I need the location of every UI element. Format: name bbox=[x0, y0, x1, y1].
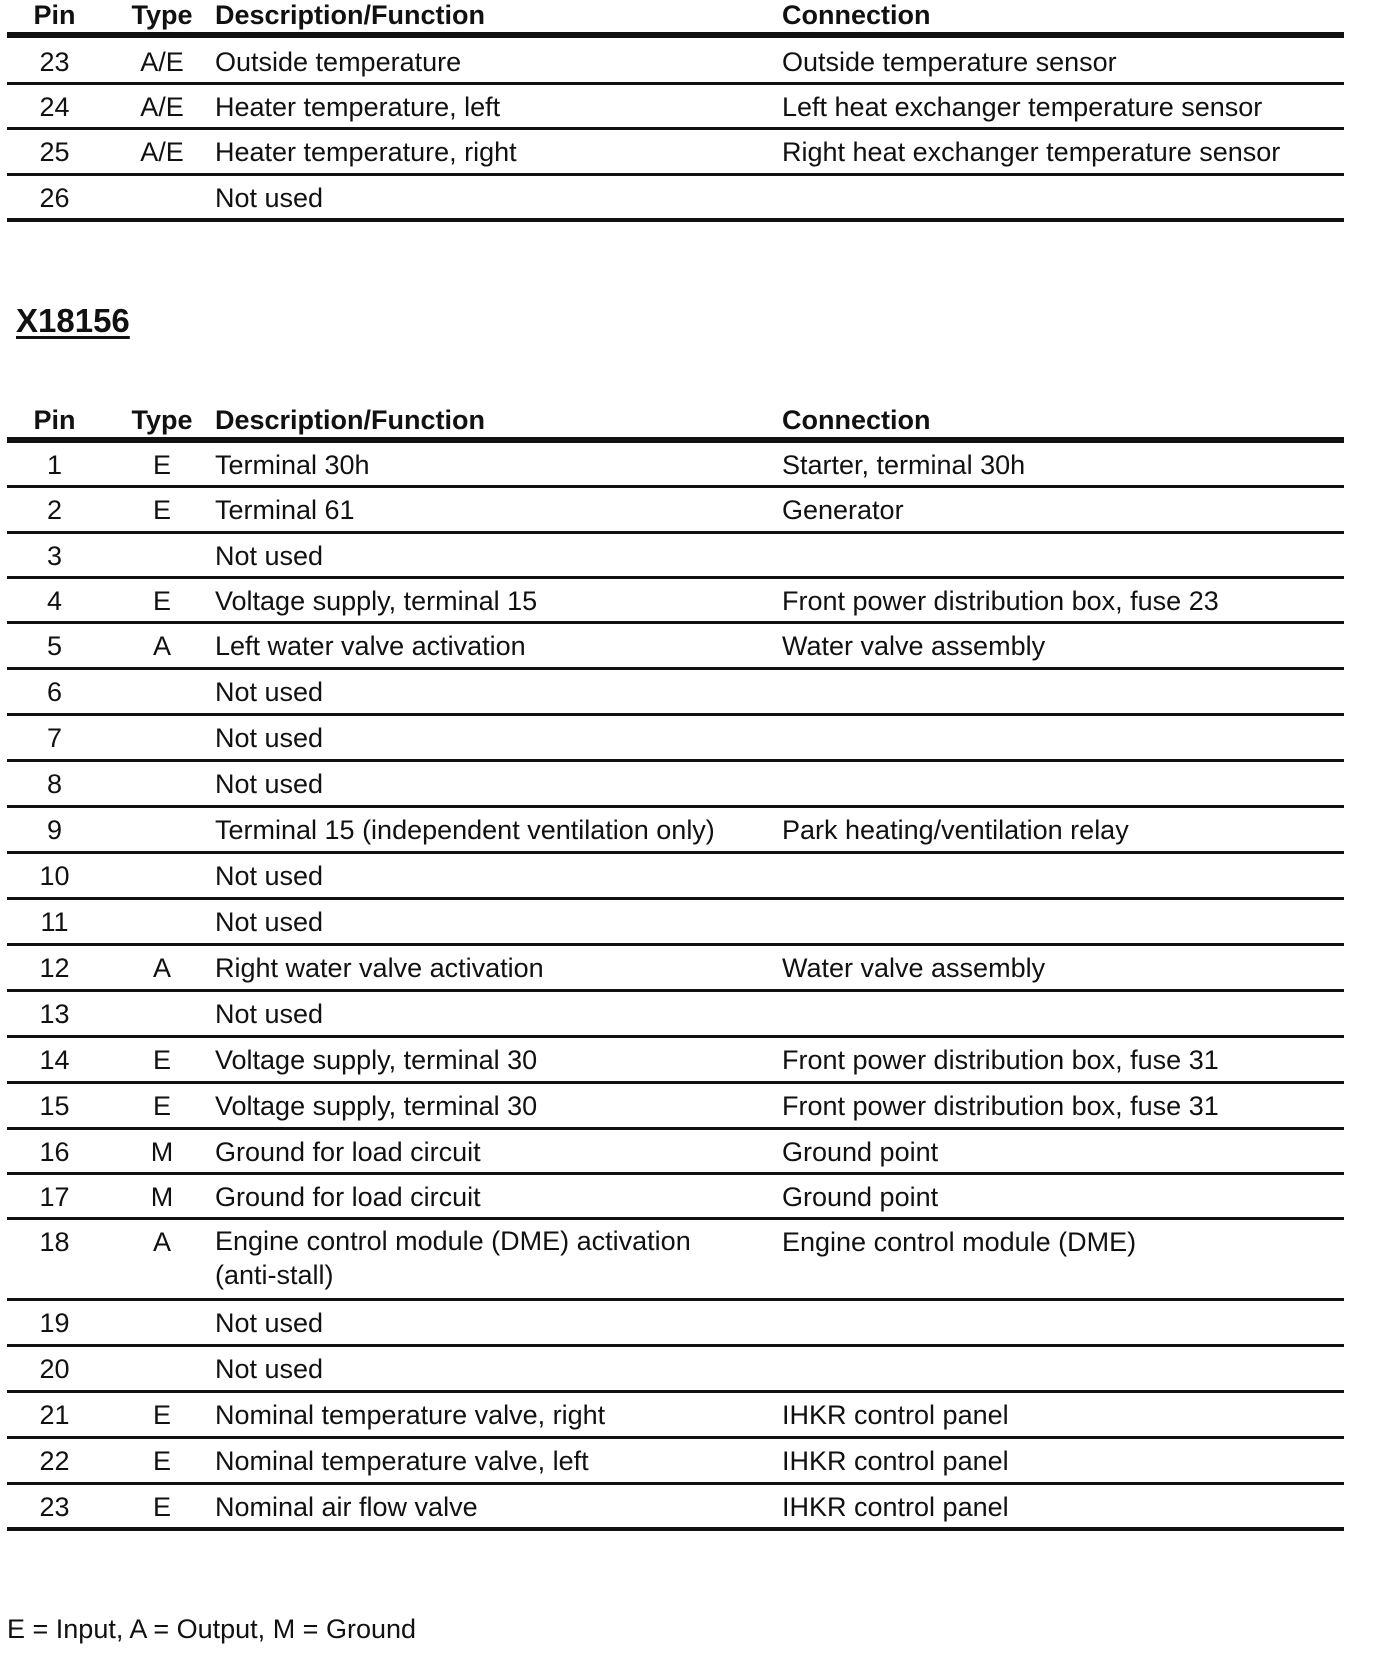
table-row bbox=[7, 1220, 1344, 1301]
connection-cell: Starter, terminal 30h bbox=[782, 450, 1026, 480]
table-row bbox=[7, 1485, 1344, 1531]
table-row bbox=[7, 1175, 1344, 1220]
description-cell: Voltage supply, terminal 30 bbox=[215, 1045, 538, 1075]
header-type: Type bbox=[131, 0, 193, 30]
type-cell: M bbox=[150, 1182, 174, 1212]
table-row bbox=[7, 624, 1344, 670]
header-pin: Pin bbox=[33, 405, 76, 435]
table-row bbox=[7, 900, 1344, 946]
type-cell: M bbox=[150, 1137, 174, 1167]
description-cell: Nominal temperature valve, right bbox=[215, 1400, 606, 1430]
connection-cell: Left heat exchanger temperature sensor bbox=[782, 92, 1263, 122]
table-header bbox=[7, 0, 1344, 38]
table-row bbox=[7, 670, 1344, 716]
connection-cell: Front power distribution box, fuse 23 bbox=[782, 586, 1219, 616]
pin-cell: 9 bbox=[46, 815, 63, 845]
table-row bbox=[7, 488, 1344, 534]
connection-cell: Water valve assembly bbox=[782, 953, 1046, 983]
pin-cell: 5 bbox=[46, 631, 63, 661]
table-row bbox=[7, 946, 1344, 992]
table-row bbox=[7, 85, 1344, 130]
connection-cell: IHKR control panel bbox=[782, 1492, 1009, 1522]
type-cell: A bbox=[152, 631, 171, 661]
description-cell: Nominal temperature valve, left bbox=[215, 1446, 589, 1476]
pin-cell: 26 bbox=[39, 183, 70, 213]
pin-cell: 16 bbox=[39, 1137, 70, 1167]
type-cell: A/E bbox=[140, 137, 184, 167]
pin-cell: 12 bbox=[39, 953, 70, 983]
description-cell: Ground for load circuit bbox=[215, 1182, 481, 1212]
pin-cell: 15 bbox=[39, 1091, 70, 1121]
table-header bbox=[7, 405, 1344, 443]
description-cell: Right water valve activation bbox=[215, 953, 544, 983]
table-row bbox=[7, 1301, 1344, 1347]
description-cell: Not used bbox=[215, 1308, 324, 1338]
connection-cell: IHKR control panel bbox=[782, 1400, 1009, 1430]
description-cell: Engine control module (DME) activation (anti-stall) bbox=[215, 1226, 691, 1290]
pin-cell: 14 bbox=[39, 1045, 70, 1075]
type-legend-footnote: E = Input, A = Output, M = Ground bbox=[7, 1614, 417, 1644]
header-type: Type bbox=[131, 405, 193, 435]
pin-cell: 23 bbox=[39, 1492, 70, 1522]
pin-cell: 22 bbox=[39, 1446, 70, 1476]
description-cell: Not used bbox=[215, 907, 324, 937]
pin-cell: 6 bbox=[46, 677, 63, 707]
header-connection: Connection bbox=[782, 0, 931, 30]
table-row bbox=[7, 854, 1344, 900]
description-cell: Left water valve activation bbox=[215, 631, 526, 661]
table-row bbox=[7, 716, 1344, 762]
pin-cell: 10 bbox=[39, 861, 70, 891]
header-description: Description/Function bbox=[215, 405, 485, 435]
description-cell: Not used bbox=[215, 1354, 324, 1384]
description-cell: Not used bbox=[215, 861, 324, 891]
description-cell: Not used bbox=[215, 769, 324, 799]
table-row bbox=[7, 130, 1344, 176]
description-cell: Outside temperature bbox=[215, 47, 462, 77]
description-cell: Not used bbox=[215, 183, 324, 213]
connection-cell: Ground point bbox=[782, 1137, 939, 1167]
table-row bbox=[7, 808, 1344, 854]
pin-cell: 1 bbox=[46, 450, 63, 480]
connection-cell: Water valve assembly bbox=[782, 631, 1046, 661]
pin-cell: 2 bbox=[46, 495, 63, 525]
pin-cell: 24 bbox=[39, 92, 70, 122]
type-cell: A/E bbox=[140, 47, 184, 77]
description-cell: Not used bbox=[215, 677, 324, 707]
pin-table-continued bbox=[7, 0, 1344, 222]
table-row bbox=[7, 1130, 1344, 1175]
description-cell: Nominal air flow valve bbox=[215, 1492, 478, 1522]
description-cell: Terminal 61 bbox=[215, 495, 355, 525]
table-row bbox=[7, 443, 1344, 488]
pin-cell: 25 bbox=[39, 137, 70, 167]
connection-cell: Outside temperature sensor bbox=[782, 47, 1117, 77]
table-row bbox=[7, 992, 1344, 1038]
type-cell: E bbox=[152, 495, 171, 525]
type-cell: E bbox=[152, 1400, 171, 1430]
type-cell: E bbox=[152, 1091, 171, 1121]
connection-cell: IHKR control panel bbox=[782, 1446, 1009, 1476]
type-cell: E bbox=[152, 1045, 171, 1075]
pin-cell: 17 bbox=[39, 1182, 70, 1212]
table-row bbox=[7, 38, 1344, 85]
pin-cell: 8 bbox=[46, 769, 63, 799]
table-row bbox=[7, 579, 1344, 624]
description-cell: Ground for load circuit bbox=[215, 1137, 481, 1167]
pin-cell: 4 bbox=[46, 586, 63, 616]
type-cell: A bbox=[152, 953, 171, 983]
table-row bbox=[7, 1038, 1344, 1084]
pin-cell: 20 bbox=[39, 1354, 70, 1384]
pin-cell: 21 bbox=[39, 1400, 70, 1430]
connection-cell: Generator bbox=[782, 495, 904, 525]
description-cell: Not used bbox=[215, 723, 324, 753]
description-cell: Heater temperature, left bbox=[215, 92, 501, 122]
description-cell: Voltage supply, terminal 30 bbox=[215, 1091, 538, 1121]
type-cell: A bbox=[152, 1227, 171, 1257]
pin-cell: 19 bbox=[39, 1308, 70, 1338]
pin-cell: 18 bbox=[39, 1227, 70, 1257]
table-row bbox=[7, 762, 1344, 808]
header-description: Description/Function bbox=[215, 0, 485, 30]
type-cell: E bbox=[152, 450, 171, 480]
table-row bbox=[7, 534, 1344, 579]
connection-cell: Front power distribution box, fuse 31 bbox=[782, 1091, 1219, 1121]
type-cell: A/E bbox=[140, 92, 184, 122]
type-cell: E bbox=[152, 1446, 171, 1476]
connector-section-title: X18156 bbox=[16, 302, 130, 339]
pin-cell: 11 bbox=[40, 907, 69, 937]
pin-cell: 3 bbox=[46, 541, 63, 571]
type-cell: E bbox=[152, 1492, 171, 1522]
header-connection: Connection bbox=[782, 405, 931, 435]
header-pin: Pin bbox=[33, 0, 76, 30]
description-cell: Terminal 30h bbox=[215, 450, 370, 480]
table-row bbox=[7, 1393, 1344, 1439]
pin-table-x18156 bbox=[7, 405, 1344, 1531]
pin-cell: 23 bbox=[39, 47, 70, 77]
connection-cell: Front power distribution box, fuse 31 bbox=[782, 1045, 1219, 1075]
table-row bbox=[7, 1084, 1344, 1130]
table-row bbox=[7, 1439, 1344, 1485]
table-row bbox=[7, 176, 1344, 222]
connection-cell: Ground point bbox=[782, 1182, 939, 1212]
description-cell: Not used bbox=[215, 541, 324, 571]
description-cell: Not used bbox=[215, 999, 324, 1029]
table-row bbox=[7, 1347, 1344, 1393]
connection-cell: Engine control module (DME) bbox=[782, 1227, 1137, 1257]
description-cell: Voltage supply, terminal 15 bbox=[215, 586, 538, 616]
description-cell: Heater temperature, right bbox=[215, 137, 517, 167]
pin-cell: 13 bbox=[39, 999, 70, 1029]
pin-cell: 7 bbox=[46, 723, 63, 753]
connection-cell: Right heat exchanger temperature sensor bbox=[782, 137, 1281, 167]
description-cell: Terminal 15 (independent ventilation only) bbox=[215, 815, 715, 845]
type-cell: E bbox=[152, 586, 171, 616]
connection-cell: Park heating/ventilation relay bbox=[782, 815, 1129, 845]
